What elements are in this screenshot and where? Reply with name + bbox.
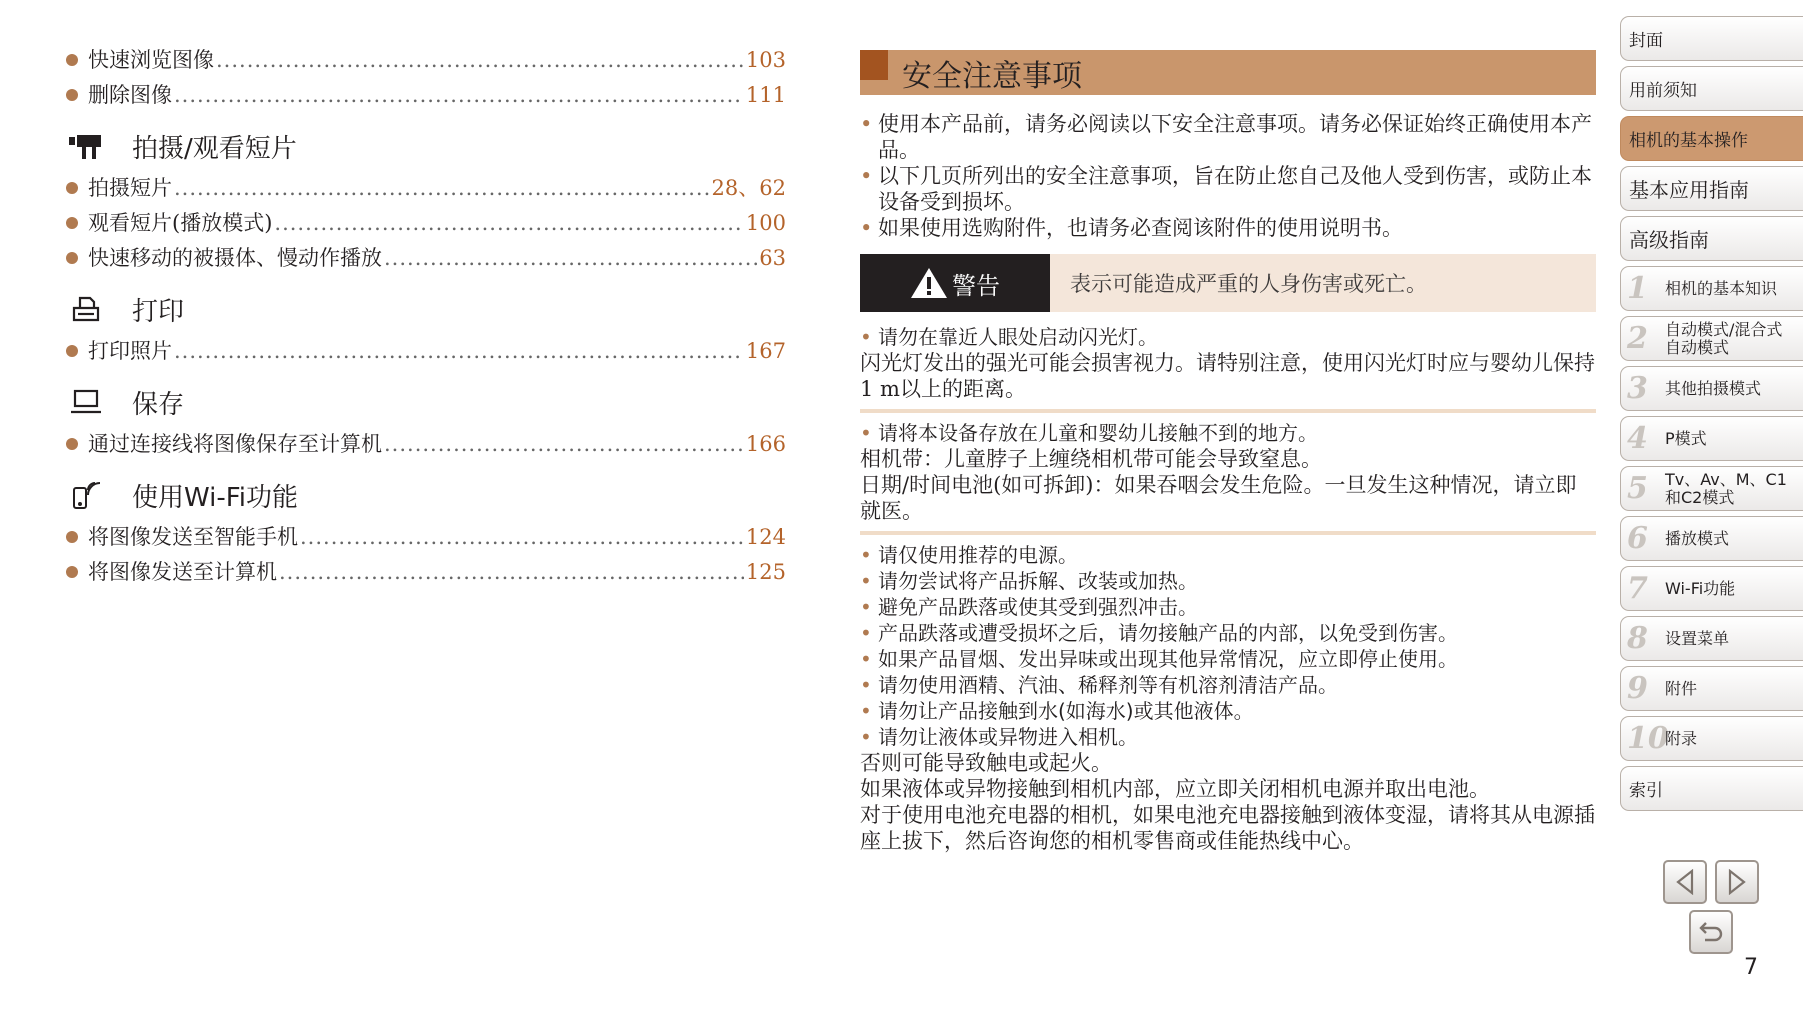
- nav-tab-label: 基本应用指南: [1629, 178, 1749, 202]
- section-heading: [66, 287, 786, 331]
- section-heading: [66, 380, 786, 424]
- index-item-label: 将图像发送至计算机: [88, 560, 277, 584]
- wifi-phone-icon: [66, 478, 106, 512]
- warning-heading: • 请勿让产品接触到水(如海水)或其他液体。: [860, 698, 1596, 724]
- warning-heading: • 避免产品跌落或使其受到强烈冲击。: [860, 594, 1596, 620]
- title-square-icon: [860, 50, 888, 80]
- warning-heading: • 请勿在靠近人眼处启动闪光灯。: [860, 324, 1596, 350]
- warning-block: [860, 420, 1596, 524]
- index-item[interactable]: [66, 44, 786, 79]
- index-item-label: 打印照片: [88, 339, 172, 363]
- chapter-number: 10: [1627, 721, 1669, 756]
- section-heading: [66, 124, 786, 168]
- chapter-number: 8: [1627, 621, 1648, 656]
- chapter-label: 其他拍摄模式: [1665, 378, 1762, 398]
- bullet-icon: [66, 89, 78, 101]
- chapter-number: 3: [1627, 371, 1648, 406]
- chapter-number: 6: [1627, 521, 1648, 556]
- index-item-label: 通过连接线将图像保存至计算机: [88, 432, 382, 456]
- chapter-number: 7: [1627, 571, 1648, 606]
- chapter-number: 1: [1627, 271, 1648, 306]
- nav-tab-label: 用前须知: [1629, 81, 1697, 101]
- page-link[interactable]: 63: [759, 246, 786, 270]
- section-title: 使用Wi-Fi功能: [132, 482, 299, 513]
- side-navigation: [1620, 16, 1803, 816]
- dot-leader: [384, 246, 757, 270]
- bullet-icon: [66, 54, 78, 66]
- page-link[interactable]: 166: [745, 432, 786, 456]
- nav-chapter-8[interactable]: [1620, 616, 1803, 661]
- divider: [860, 409, 1596, 413]
- movie-camera-icon: [66, 129, 106, 163]
- warning-label: [860, 254, 1050, 312]
- dot-leader: [384, 432, 744, 456]
- warning-body: 对于使用电池充电器的相机，如果电池充电器接触到液体变湿，请将其从电源插座上拔下，然后咨询您的相机零售商或佳能热线中心。: [860, 803, 1595, 853]
- nav-tab-label: 封面: [1629, 31, 1663, 51]
- return-button[interactable]: [1689, 910, 1733, 954]
- arrow-right-icon: [1726, 869, 1748, 895]
- page-link[interactable]: 103: [745, 48, 786, 72]
- dot-leader: [274, 211, 744, 235]
- dot-leader: [174, 83, 744, 107]
- return-arrow-icon: [1697, 919, 1725, 945]
- index-item-label: 拍摄短片: [88, 176, 172, 200]
- warning-heading: • 请勿尝试将产品拆解、改装或加热。: [860, 568, 1596, 594]
- index-item[interactable]: [66, 556, 786, 591]
- chapter-label: P模式: [1665, 428, 1707, 448]
- nav-tab-label: 高级指南: [1629, 228, 1709, 252]
- warning-triangle-icon: [910, 267, 948, 299]
- bullet-icon: [66, 531, 78, 543]
- nav-tab-cover[interactable]: [1620, 16, 1803, 61]
- index-item[interactable]: [66, 521, 786, 556]
- nav-tab-camera-basics[interactable]: [1620, 116, 1803, 161]
- safety-section: [860, 50, 1596, 854]
- warning-heading: • 请将本设备存放在儿童和婴幼儿接触不到的地方。: [860, 420, 1596, 446]
- dot-leader: [174, 339, 744, 363]
- chapter-label: Wi-Fi功能: [1665, 578, 1736, 598]
- warning-block: [860, 324, 1596, 402]
- chapter-label: Tv、Av、M、C1和C2模式: [1665, 469, 1787, 507]
- chapter-label: 自动模式/混合式自动模式: [1665, 319, 1783, 357]
- index-item[interactable]: [66, 428, 786, 463]
- intro-list: [860, 111, 1596, 241]
- warning-heading: • 如果产品冒烟、发出异味或出现其他异常情况，应立即停止使用。: [860, 646, 1596, 672]
- warning-body: 如果液体或异物接触到相机内部，应立即关闭相机电源并取出电池。: [860, 777, 1490, 801]
- arrow-left-icon: [1674, 869, 1696, 895]
- nav-chapter-4[interactable]: [1620, 416, 1803, 461]
- divider: [860, 531, 1596, 535]
- intro-item: • 如果使用选购附件，也请务必查阅该附件的使用说明书。: [860, 215, 1596, 241]
- index-item-label: 快速浏览图像: [88, 48, 214, 72]
- page-link[interactable]: 100: [745, 211, 786, 235]
- chapter-label: 附件: [1665, 678, 1698, 698]
- index-item-label: 删除图像: [88, 83, 172, 107]
- index-item[interactable]: [66, 172, 786, 207]
- index-item-label: 观看短片(播放模式): [88, 211, 273, 235]
- warning-heading: • 请勿使用酒精、汽油、稀释剂等有机溶剂清洁产品。: [860, 672, 1596, 698]
- intro-item: • 使用本产品前，请务必阅读以下安全注意事项。请务必保证始终正确使用本产品。: [860, 111, 1596, 163]
- chapter-number: 2: [1627, 321, 1648, 356]
- index-item-label: 将图像发送至智能手机: [88, 525, 298, 549]
- printer-icon: [66, 292, 106, 326]
- nav-chapter-5[interactable]: [1620, 466, 1803, 511]
- section-title: 打印: [132, 296, 185, 327]
- section-title: 保存: [132, 389, 185, 420]
- chapter-number: 9: [1627, 671, 1648, 706]
- warning-block: [860, 542, 1596, 854]
- page-link[interactable]: 167: [745, 339, 786, 363]
- index-item[interactable]: [66, 335, 786, 370]
- page-link[interactable]: 125: [745, 560, 786, 584]
- next-page-button[interactable]: [1715, 860, 1759, 904]
- bullet-icon: [66, 438, 78, 450]
- bullet-icon: [66, 182, 78, 194]
- nav-tab-basic-guide[interactable]: [1620, 166, 1803, 211]
- nav-tab-advanced-guide[interactable]: [1620, 216, 1803, 261]
- chapter-label: 相机的基本知识: [1665, 278, 1778, 298]
- dot-leader: [216, 48, 744, 72]
- dot-leader: [174, 176, 710, 200]
- laptop-icon: [66, 385, 106, 419]
- chapter-number: 4: [1627, 421, 1648, 456]
- nav-chapter-3[interactable]: [1620, 366, 1803, 411]
- index-item[interactable]: [66, 207, 786, 242]
- nav-tab-label: 相机的基本操作: [1629, 131, 1748, 151]
- page-number: 7: [1744, 955, 1758, 980]
- nav-tab-before-use[interactable]: [1620, 66, 1803, 111]
- index-item[interactable]: [66, 79, 786, 114]
- bullet-icon: [66, 252, 78, 264]
- section-title: 拍摄/观看短片: [132, 133, 297, 164]
- warning-heading: • 产品跌落或遭受损坏之后，请勿接触产品的内部，以免受到伤害。: [860, 620, 1596, 646]
- chapter-number: 5: [1627, 471, 1648, 506]
- page-link[interactable]: 111: [745, 83, 786, 107]
- warning-body: 闪光灯发出的强光可能会损害视力。请特别注意，使用闪光灯时应与婴幼儿保持1 m以上的距离。: [860, 351, 1595, 401]
- index-column: [66, 44, 786, 591]
- page-title: 安全注意事项: [902, 58, 1082, 94]
- warning-label-text: 警告: [952, 271, 1000, 300]
- nav-chapter-7[interactable]: [1620, 566, 1803, 611]
- nav-chapter-1[interactable]: [1620, 266, 1803, 311]
- bullet-icon: [66, 217, 78, 229]
- page-link[interactable]: 28、62: [711, 176, 786, 200]
- dot-leader: [279, 560, 744, 584]
- warning-heading: • 请勿让液体或异物进入相机。: [860, 724, 1596, 750]
- nav-chapter-10[interactable]: [1620, 716, 1803, 761]
- nav-chapter-6[interactable]: [1620, 516, 1803, 561]
- warning-body: 否则可能导致触电或起火。: [860, 751, 1112, 775]
- page-link[interactable]: 124: [745, 525, 786, 549]
- chapter-label: 附录: [1665, 728, 1698, 748]
- warning-description: 表示可能造成严重的人身伤害或死亡。: [1070, 272, 1427, 296]
- nav-tab-index[interactable]: [1620, 766, 1803, 811]
- previous-page-button[interactable]: [1663, 860, 1707, 904]
- index-item-label: 快速移动的被摄体、慢动作播放: [88, 246, 382, 270]
- index-item[interactable]: [66, 242, 786, 277]
- chapter-label: 播放模式: [1665, 528, 1730, 548]
- page-title-bar: [860, 50, 1596, 95]
- warning-body: 日期/时间电池(如可拆卸)：如果吞咽会发生危险。一旦发生这种情况，请立即就医。: [860, 473, 1577, 523]
- chapter-label: 设置菜单: [1665, 628, 1730, 648]
- warning-heading: • 请仅使用推荐的电源。: [860, 542, 1596, 568]
- bullet-icon: [66, 345, 78, 357]
- bullet-icon: [66, 566, 78, 578]
- intro-item: • 以下几页所列出的安全注意事项，旨在防止您自己及他人受到伤害，或防止本设备受到损坏。: [860, 163, 1596, 215]
- nav-chapter-9[interactable]: [1620, 666, 1803, 711]
- nav-chapter-2[interactable]: [1620, 316, 1803, 361]
- warning-box: [860, 254, 1596, 312]
- section-heading: [66, 473, 786, 517]
- nav-tab-label: 索引: [1629, 781, 1663, 801]
- warning-body: 相机带：儿童脖子上缠绕相机带可能会导致窒息。: [860, 447, 1322, 471]
- dot-leader: [300, 525, 744, 549]
